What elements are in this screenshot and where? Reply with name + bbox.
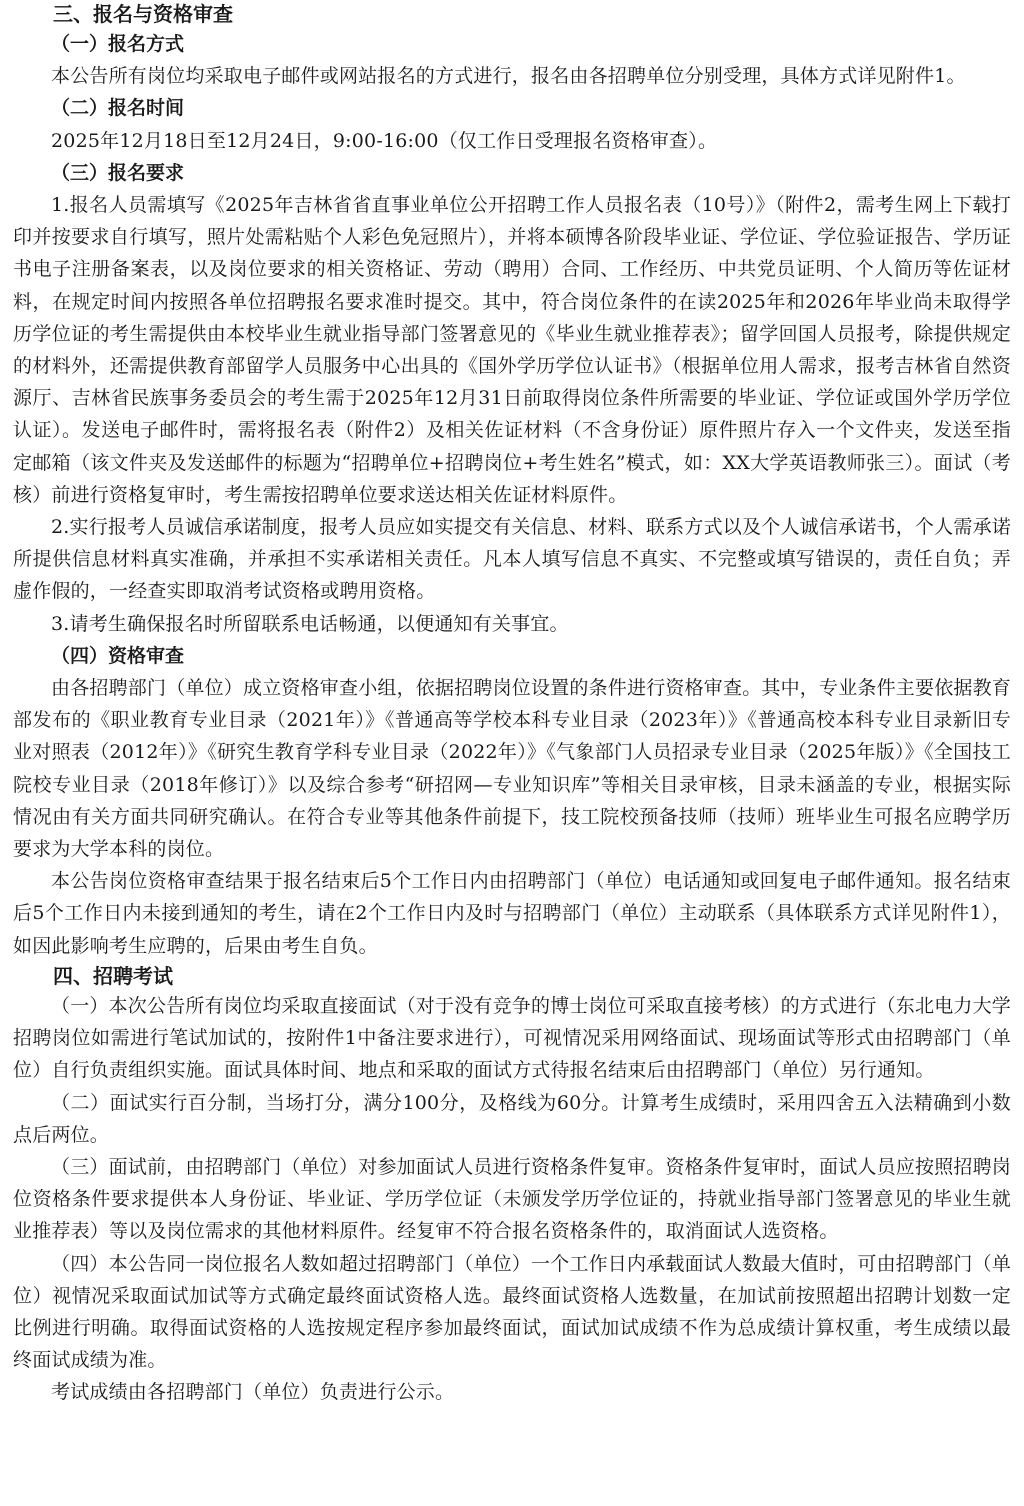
sub4-paragraph-1: 由各招聘部门（单位）成立资格审查小组，依据招聘岗位设置的条件进行资格审查。其中，专业条件主要依据教育部发布的《职业教育专业目录（2021年）》《普通高等学校本科专业目录（2023年）》《普通高校本科专业目录新旧专业对照表（2012年）》《研究生教育学科专业目录（2022年）》《气象部门人员招录专业目录（2025年版）》《全国技工院校专业目录（2018年修订）》以及综合参考“研招网—专业知识库”等相关目录审核，目录未涵盖的专业，根据实际情况由有关方面共同研究确认。在符合专业等其他条件前提下，技工院校预备技师（技师）班毕业生可报名应聘学历要求为大学本科的岗位。: [13, 677, 1012, 861]
sub2-paragraph: 2025年12月18日至12月24日，9:00-16:00（仅工作日受理报名资格审查）。: [51, 129, 718, 152]
section4-paragraph-2: （二）面试实行百分制，当场打分，满分100分，及格线为60分。计算考生成绩时，采用四舍五入法精确到小数点后两位。: [13, 1091, 1011, 1146]
section4-paragraph-3: （三）面试前，由招聘部门（单位）对参加面试人员进行资格条件复审。资格条件复审时，面试人员应按照招聘岗位资格条件要求提供本人身份证、毕业证、学历学位证（未颁发学历学位证的，持就业指导部门签署意见的毕业生就业推荐表）等以及岗位需求的其他材料原件。经复审不符合报名资格条件的，取消面试人选资格。: [13, 1155, 1012, 1243]
sub2-heading: （二）报名时间: [51, 97, 185, 120]
section4-paragraph-1: （一）本次公告所有岗位均采取直接面试（对于没有竞争的博士岗位可采取直接考核）的方式进行（东北电力大学招聘岗位如需进行笔试加试的，按附件1中备注要求进行），可视情况采用网络面试、现场面试等形式由招聘部门（单位）自行负责组织实施。面试具体时间、地点和采取的面试方式待报名结束后由招聘部门（单位）另行通知。: [13, 994, 1012, 1082]
sub3-paragraph-2: 2.实行报考人员诚信承诺制度，报考人员应如实提交有关信息、材料、联系方式以及个人诚信承诺书，个人需承诺所提供信息材料真实准确，并承担不实承诺相关责任。凡本人填写信息不真实、不完整或填写错误的，责任自负；弄虚作假的，一经查实即取消考试资格或聘用资格。: [13, 516, 1011, 603]
sub3-heading: （三）报名要求: [51, 161, 185, 184]
section4-paragraph-4: （四）本公告同一岗位报名人数如超过招聘部门（单位）一个工作日内承载面试人数最大值时，可由招聘部门（单位）视情况采取面试加试等方式确定最终面试资格人选。最终面试资格人选数量，在加试前按照超出招聘计划数一定比例进行明确。取得面试资格的人选按规定程序参加最终面试，面试加试成绩不作为总成绩计算权重，考生成绩以最终面试成绩为准。: [13, 1252, 1012, 1372]
section4-paragraph-5: 考试成绩由各招聘部门（单位）负责进行公示。: [51, 1381, 455, 1404]
section3-heading: 三、报名与资格审查: [53, 2, 233, 26]
sub4-heading: （四）资格审查: [51, 644, 185, 667]
section4-heading: 四、招聘考试: [53, 963, 173, 988]
sub3-paragraph-1: 1.报名人员需填写《2025年吉林省省直事业单位公开招聘工作人员报名表（10号）》（附件2，需考生网上下载打印并按要求自行填写，照片处需粘贴个人彩色免冠照片），并将本硕博各阶段毕业证、学位证、学位验证报告、学历证书电子注册备案表，以及岗位要求的相关资格证、劳动（聘用）合同、工作经历、中共党员证明、个人简历等佐证材料，在规定时间内按照各单位招聘报名要求准时提交。其中，符合岗位条件的在读2025年和2026年毕业尚未取得学历学位证的考生需提供由本校毕业生就业指导部门签署意见的《毕业生就业推荐表》；留学回国人员报考，除提供规定的材料外，还需提供教育部留学人员服务中心出具的《国外学历学位认证书》（根据单位用人需求，报考吉林省自然资源厅、吉林省民族事务委员会的考生需于2025年12月31日前取得岗位条件所需要的毕业证、学位证或国外学历学位认证）。发送电子邮件时，需将报名表（附件2）及相关佐证材料（不含身份证）原件照片存入一个文件夹，发送至指定邮箱（该文件夹及发送邮件的标题为“招聘单位+招聘岗位+考生姓名”模式，如：XX大学英语教师张三）。面试（考核）前进行资格复审时，考生需按招聘单位要求送达相关佐证材料原件。: [13, 194, 1011, 506]
document-page: [13, 0, 1011, 1409]
sub4-paragraph-2: 本公告岗位资格审查结果于报名结束后5个工作日内由招聘部门（单位）电话通知或回复电子邮件通知。报名结束后5个工作日内未接到通知的考生，请在2个工作日内及时与招聘部门（单位）主动联系（具体联系方式详见附件1），如因此影响考生应聘的，后果由考生自负。: [13, 870, 1011, 957]
sub1-paragraph: 本公告所有岗位均采取电子邮件或网站报名的方式进行，报名由各招聘单位分别受理，具体方式详见附件1。: [51, 65, 966, 88]
sub3-paragraph-3: 3.请考生确保报名时所留联系电话畅通，以便通知有关事宜。: [51, 612, 569, 635]
sub1-heading: （一）报名方式: [51, 33, 185, 55]
